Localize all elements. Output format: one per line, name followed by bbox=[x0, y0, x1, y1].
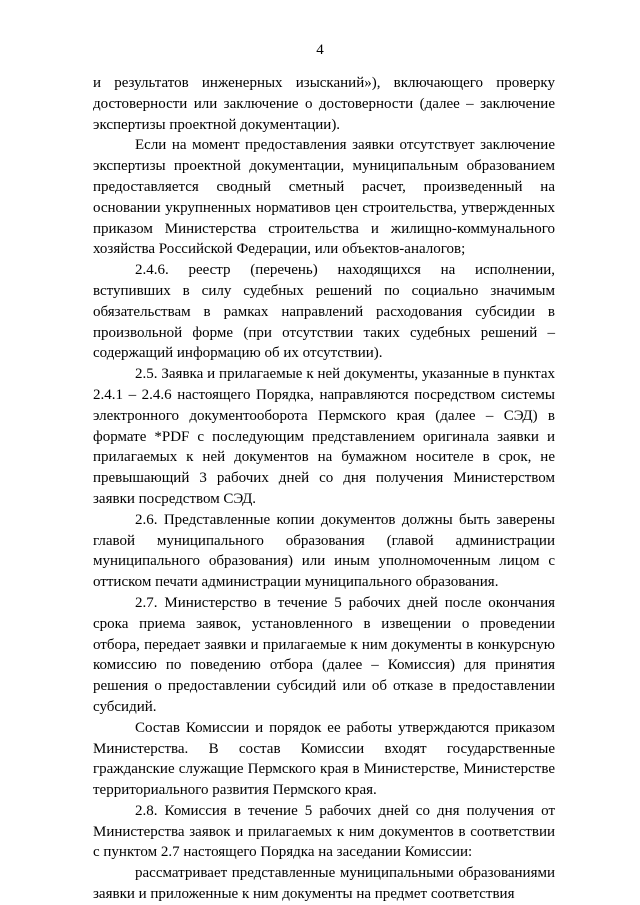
paragraph-commission-composition: Состав Комиссии и порядок ее работы утверждаются приказом Министерства. В состав Комиссии входят государственные гражданские служащие Пермского края в Министерстве, Министерстве территориального развития Пермского края. bbox=[93, 719, 555, 799]
paragraph-2-7: 2.7. Министерство в течение 5 рабочих дней после окончания срока приема заявок, установленного в извещении о проведении отбора, передает заявки и прилагаемые к ним документы в конкурсную комиссию по поведению отбора (далее – Комиссия) для принятия решения о предоставлении субсидий или об отказе в предоставлении субсидий. bbox=[93, 594, 555, 715]
paragraph-no-expertise-conclusion: Если на момент предоставления заявки отсутствует заключение экспертизы проектной документации, муниципальным образованием предоставляется сводный сметный расчет, произведенный на основании укрупненных нормативов цен строительства, утвержденных приказом Министерства строительства и жилищно-коммунального хозяйства Российской Федерации, или объектов-аналогов; bbox=[93, 137, 555, 258]
page-number: 4 bbox=[316, 42, 324, 58]
document-body bbox=[93, 73, 555, 905]
paragraph-continuation-expertise: и результатов инженерных изысканий»), включающего проверку достоверности или заключение о достоверности (далее – заключение экспертизы проектной документации). bbox=[93, 75, 555, 133]
paragraph-2-8: 2.8. Комиссия в течение 5 рабочих дней со дня получения от Министерства заявок и прилагаемых к ним документов в соответствии с пунктом 2.7 настоящего Порядка на заседании Комиссии: bbox=[93, 802, 555, 861]
paragraph-2-6: 2.6. Представленные копии документов должны быть заверены главой муниципального образования (главой администрации муниципального образования) или иным уполномоченным лицом с оттиском печати администрации муниципального образования. bbox=[93, 511, 555, 591]
paragraph-2-5: 2.5. Заявка и прилагаемые к ней документы, указанные в пунктах 2.4.1 – 2.4.6 настоящего Порядка, направляются посредством системы электронного документооборота Пермского края (далее – СЭД) в формате *PDF с последующим представлением оригинала заявки и прилагаемых к ней документов на бумажном носителе в срок, не превышающий 3 рабочих дней со дня получения Министерством заявки посредством СЭД. bbox=[93, 366, 555, 507]
paragraph-reviews-applications: рассматривает представленные муниципальными образованиями заявки и приложенные к ним документы на предмет соответствия bbox=[93, 865, 555, 903]
paragraph-2-4-6: 2.4.6. реестр (перечень) находящихся на исполнении, вступивших в силу судебных решений по социально значимым обязательствам в рамках направлений расходования субсидии в произвольной форме (при отсутствии таких судебных решений – содержащий информацию об их отсутствии). bbox=[93, 262, 555, 362]
